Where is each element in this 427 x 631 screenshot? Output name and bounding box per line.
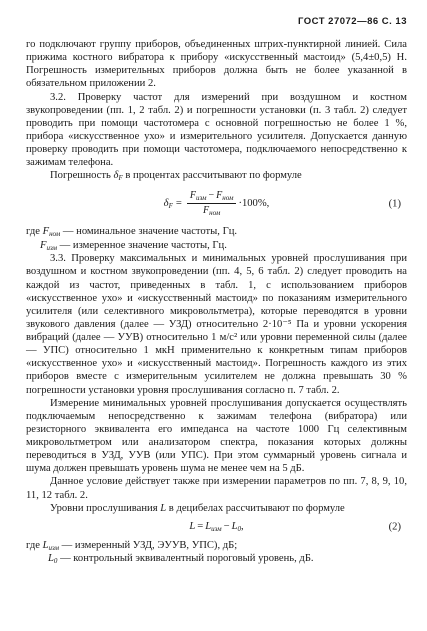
- formula-1-lhs: $\delta_F$: [163, 198, 173, 211]
- formula-1-equals: =: [175, 198, 182, 210]
- paragraph-condition: Данное условие действует также при измерении параметров по пп. 7, 8, 9, 10, 11, 12 табл. 2.: [26, 476, 407, 501]
- formula-1-denominator: $F_{ном}$: [203, 205, 221, 218]
- formula-2: [26, 517, 407, 537]
- formula-1-tail: ·100%,: [238, 198, 270, 210]
- paragraph-min-levels: Измерение минимальных уровней прослушивания допускается осуществлять подключаемым непосредственно к зажимам телефона (вибратора) или резисторного эквивалента его импеданса на частоте 1000 Гц селективным микровольтметром или анализатором спектра, показания которых должны переводиться в УЗД, УУВ (или УПС). При этом суммарный уровень сигнала и шума должен превышать уровень шума не менее чем на 5 дБ.: [26, 397, 407, 475]
- paragraph-3-3: 3.3. Проверку максимальных и минимальных уровней прослушивания при воздушном и костном звукопроведении (пп. 4, 5, 6 табл. 2) следует проводить на каждой из частот, приведенных в табл. 1, с использованием приборов «искусственное ухо» и «искусственный мастоид» по показаниям измерительного усилителя (или селективного микровольтметра), которые переводятся в уровни звукового давления (далее — УЗД) относительно 2·10⁻⁵ Па и уровни ускорения вибраций (далее — УУВ) относительно 1 м/с² или уровни переменной силы (далее — УПС) относительно 1 мкН применительно к конкретным типам приборов «искусственное ухо» и «искусственный мастоид». Погрешность каждого из этих приборов вместе с измерительным усилителем не должна превышать 30 % погрешности установки уровня прослушивания согласно п. 7 табл. 2.: [26, 253, 407, 396]
- page-header: ГОСТ 27072—86 С. 13: [297, 16, 407, 27]
- formula-2-number: (2): [388, 521, 401, 533]
- formula-1-fraction: [187, 190, 237, 218]
- paragraph-continuation: го подключают группу приборов, объединенных штрих-пунктирной линией. Сила прижима костного вибратора к прибору «искусственный мастоид» (5,4±0,5) Н. Погрешность измерительных приборов должна быть не более указанной в обязательном приложении 2.: [26, 39, 407, 90]
- definition-l-izm: где $L_{изм}$ — измеренный УЗД, ЭУУВ, УПС), дБ;: [26, 539, 238, 552]
- paragraph-error-intro: [26, 169, 407, 183]
- definition-f-izm: $F_{изм}$ — измеренное значение частоты, Гц.: [40, 239, 227, 252]
- delta-f-subscript: F: [118, 174, 123, 183]
- formula-2-definitions: [26, 539, 407, 566]
- definition-l-0: $L_0$ — контрольный эквивалентный пороговый уровень, дБ.: [48, 553, 314, 566]
- error-intro-text: Погрешность: [50, 170, 111, 182]
- formula-1-number: (1): [388, 198, 401, 210]
- paragraph-levels-intro: Уровни прослушивания L в децибелах рассчитывают по формуле: [50, 502, 345, 514]
- formula-1-numerator: $F_{изм} - F_{ном}$: [187, 190, 237, 205]
- delta-f-symbol: δ: [113, 170, 119, 182]
- formula-1-definitions: [26, 225, 407, 252]
- error-intro-rest: в процентах рассчитывают по формуле: [125, 170, 302, 182]
- l-symbol: L: [160, 502, 167, 514]
- definition-f-nom: где $F_{ном}$ — номинальное значение частоты, Гц.: [26, 225, 238, 238]
- formula-1: [26, 187, 407, 221]
- page-body: [26, 38, 407, 566]
- formula-2-body: $L = L_{изм} - L_0$,: [189, 520, 244, 533]
- paragraph-3-2: 3.2. Проверку частот для измерений при воздушном и костном звукопроведении (пп. 1, 2 табл. 2) и погрешности установки (п. 3 табл. 2) следует проводить при помощи частотомера с основной погрешностью не более 1 %, прибора «искусственное ухо» и измерительного усилителя. Допускается данную проверку проводить при помощи частотомера, подключаемого непосредственно к зажимам телефона.: [26, 91, 407, 169]
